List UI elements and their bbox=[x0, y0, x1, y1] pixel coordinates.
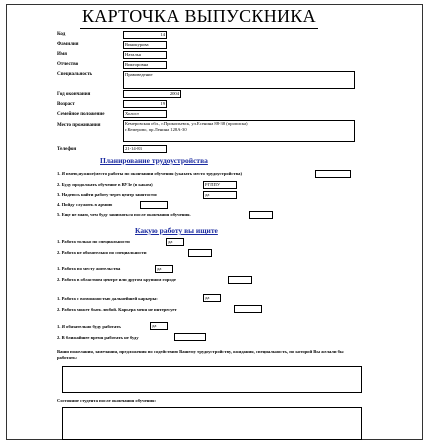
job-answer-5[interactable]: да bbox=[203, 294, 221, 302]
job-question-4: 2. Работа в областном центре или другом крупном городе bbox=[57, 277, 176, 282]
planning-answer-3[interactable]: да bbox=[203, 191, 237, 199]
job-question-6: 2. Работа может быть любой. Карьера меня не интересует bbox=[57, 307, 177, 312]
planning-question-5: 5. Еще не знаю, чем буду заниматься после окончания обучения. bbox=[57, 212, 191, 217]
planning-answer-1[interactable] bbox=[315, 170, 351, 178]
job-answer-4[interactable] bbox=[228, 276, 252, 284]
job-question-2: 2. Работа не обязательно по специальности bbox=[57, 250, 147, 255]
planning-answer-4[interactable] bbox=[140, 201, 168, 209]
patronymic-field[interactable]: Викторовна bbox=[123, 61, 167, 69]
phone-field[interactable]: 21-14-83 bbox=[123, 145, 167, 153]
planning-answer-5[interactable] bbox=[249, 211, 273, 219]
job-question-3: 1. Работа по месту жительства bbox=[57, 266, 121, 271]
residence-line-1: Кемеровская обл., г.Прокопьевск, ул.Есенина 88-38 (прописка) bbox=[125, 121, 248, 126]
job-heading: Какую работу вы ищите bbox=[135, 226, 218, 235]
phone-label: Телефон bbox=[57, 147, 77, 152]
residence-label: Место проживания bbox=[57, 123, 101, 128]
job-answer-7[interactable]: да bbox=[150, 322, 168, 330]
job-question-1: 1. Работа только по специальности bbox=[57, 239, 130, 244]
job-question-8: 2. В ближайшее время работать не буду bbox=[57, 335, 139, 340]
age-label: Возраст bbox=[57, 102, 75, 107]
job-question-5: 1. Работа с возможностью дальнейшей карьеры: bbox=[57, 296, 158, 301]
surname-field[interactable]: Винокурова bbox=[123, 41, 167, 49]
code-field[interactable]: 14 bbox=[123, 31, 167, 39]
age-field[interactable]: 19 bbox=[123, 100, 167, 108]
specialty-field[interactable]: Правоведение bbox=[123, 71, 355, 89]
status-label: Состояние студента после окончания обучения: bbox=[57, 398, 157, 403]
wishes-label: Ваши пожелания, замечания, предложения по содействию Вашему трудоустройству, ожидания, специальность, по которой Вы желали бы работать: bbox=[57, 349, 344, 360]
name-field[interactable]: Наталья bbox=[123, 51, 167, 59]
marital-field[interactable]: Холост bbox=[123, 110, 167, 118]
planning-answer-2[interactable]: РГППУ bbox=[203, 181, 237, 189]
job-question-7: 1. Я обязательно буду работать bbox=[57, 324, 121, 329]
code-label: Код bbox=[57, 32, 66, 37]
surname-label: Фамилия bbox=[57, 42, 79, 47]
job-answer-1[interactable]: да bbox=[166, 238, 184, 246]
job-answer-3[interactable]: да bbox=[155, 265, 173, 273]
planning-question-3: 3. Надеюсь найти работу через центр занятости: bbox=[57, 192, 158, 197]
job-answer-8[interactable] bbox=[174, 333, 206, 341]
job-answer-6[interactable] bbox=[234, 305, 262, 313]
grad-year-field[interactable]: 2004 bbox=[123, 90, 181, 98]
patronymic-label: Отчество bbox=[57, 62, 79, 67]
planning-question-1: 1. Я имею,нужное(место работы по окончании обучения (указать место трудоустройства) bbox=[57, 171, 242, 176]
wishes-textarea[interactable] bbox=[62, 366, 362, 393]
residence-line-2: г.Кемерово, пр.Ленина 128А-30 bbox=[125, 126, 187, 132]
planning-heading: Планирование трудоустройства bbox=[100, 156, 208, 165]
page-title: КАРТОЧКА ВЫПУСКНИКА bbox=[80, 6, 318, 29]
planning-question-4: 4. Пойду служить в армию bbox=[57, 202, 113, 207]
job-answer-2[interactable] bbox=[188, 249, 212, 257]
name-label: Имя bbox=[57, 52, 67, 57]
marital-label: Семейное положение bbox=[57, 112, 105, 117]
status-textarea[interactable] bbox=[62, 407, 362, 440]
grad-year-label: Год окончания bbox=[57, 92, 91, 97]
planning-question-2: 2. Буду продолжать обучение в ВУЗе (в каком) bbox=[57, 182, 153, 187]
residence-field[interactable] bbox=[123, 120, 355, 142]
specialty-label: Специальность bbox=[57, 72, 93, 77]
